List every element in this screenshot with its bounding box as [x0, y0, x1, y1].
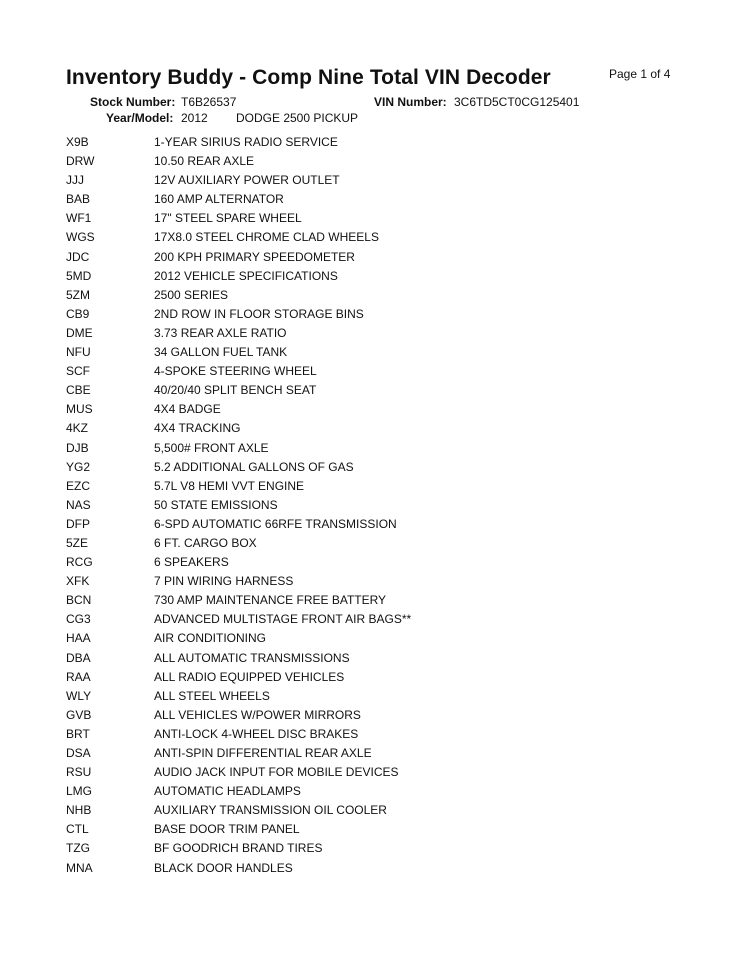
option-code-row: [66, 133, 686, 152]
option-description: AIR CONDITIONING: [154, 631, 267, 646]
stock-number-label: Stock Number:: [90, 95, 176, 109]
option-code: 5MD: [66, 268, 92, 283]
option-code-row: [66, 439, 686, 458]
option-description: 200 KPH PRIMARY SPEEDOMETER: [154, 249, 355, 264]
option-code: RCG: [66, 555, 93, 570]
year-model-label: Year/Model:: [106, 111, 174, 125]
option-description: ANTI-LOCK 4-WHEEL DISC BRAKES: [154, 726, 359, 741]
option-code-row: [66, 248, 686, 267]
page-title: Inventory Buddy - Comp Nine Total VIN Decoder: [66, 66, 551, 89]
option-description: BASE DOOR TRIM PANEL: [154, 822, 300, 837]
option-code-row: [66, 343, 686, 362]
option-description: 7 PIN WIRING HARNESS: [154, 574, 294, 589]
option-description: ALL AUTOMATIC TRANSMISSIONS: [154, 650, 350, 665]
option-code-row: [66, 228, 686, 247]
option-code: HAA: [66, 631, 91, 646]
option-code-row: [66, 400, 686, 419]
option-code: NAS: [66, 497, 91, 512]
option-description: 10.50 REAR AXLE: [154, 154, 255, 169]
option-code-row: [66, 610, 686, 629]
option-code: WF1: [66, 211, 92, 226]
option-code: RAA: [66, 669, 91, 684]
option-description: 3.73 REAR AXLE RATIO: [154, 325, 287, 340]
option-code: X9B: [66, 135, 89, 149]
option-code: WLY: [66, 688, 92, 703]
option-code: DSA: [66, 746, 91, 760]
option-code: CG3: [66, 612, 91, 627]
option-code-row: [66, 687, 686, 706]
option-description: ALL STEEL WHEELS: [154, 688, 270, 703]
option-code: WGS: [66, 230, 95, 245]
option-description: 40/20/40 SPLIT BENCH SEAT: [154, 383, 317, 398]
option-description: 12V AUXILIARY POWER OUTLET: [154, 173, 340, 188]
option-code: JJJ: [66, 173, 84, 188]
option-code-row: [66, 171, 686, 190]
option-description: 6 SPEAKERS: [154, 555, 229, 570]
option-code: LMG: [66, 784, 93, 799]
option-code-row: [66, 324, 686, 343]
option-code-row: [66, 458, 686, 477]
option-description: BLACK DOOR HANDLES: [154, 860, 293, 875]
option-description: 2ND ROW IN FLOOR STORAGE BINS: [154, 306, 364, 321]
option-code: XFK: [66, 574, 90, 589]
option-code: 5ZE: [66, 535, 89, 550]
option-code-row: [66, 763, 686, 782]
option-description: 4X4 BADGE: [154, 402, 221, 417]
option-code: MNA: [66, 860, 93, 875]
option-description: 5,500# FRONT AXLE: [154, 440, 269, 455]
option-code-row: [66, 801, 686, 820]
option-code-row: [66, 668, 686, 687]
option-code: CBE: [66, 383, 91, 398]
option-code: 5ZM: [66, 287, 90, 302]
option-description: ALL VEHICLES W/POWER MIRRORS: [154, 707, 361, 722]
option-code: NHB: [66, 803, 92, 818]
option-code-row: [66, 706, 686, 725]
option-code: EZC: [66, 478, 90, 493]
option-code: 4KZ: [66, 421, 89, 436]
option-code-row: [66, 859, 686, 878]
option-description: 1-YEAR SIRIUS RADIO SERVICE: [154, 135, 338, 149]
vin-number-value: 3C6TD5CT0CG125401: [454, 95, 580, 109]
option-description: 5.2 ADDITIONAL GALLONS OF GAS: [154, 459, 354, 474]
option-description: 2012 VEHICLE SPECIFICATIONS: [154, 268, 338, 283]
option-description: BF GOODRICH BRAND TIRES: [154, 841, 323, 856]
option-code-row: [66, 782, 686, 801]
option-code-row: [66, 381, 686, 400]
option-code: BRT: [66, 726, 90, 741]
option-code: SCF: [66, 364, 90, 379]
option-code: DBA: [66, 650, 91, 665]
option-description: 6-SPD AUTOMATIC 66RFE TRANSMISSION: [154, 516, 397, 531]
option-description: ALL RADIO EQUIPPED VEHICLES: [154, 669, 345, 684]
option-code-row: [66, 725, 686, 744]
option-code-row: [66, 572, 686, 591]
vin-number-label: VIN Number:: [374, 95, 447, 109]
option-code: DJB: [66, 440, 89, 455]
option-description: AUDIO JACK INPUT FOR MOBILE DEVICES: [154, 765, 399, 780]
option-code: MUS: [66, 402, 93, 417]
option-code-row: [66, 649, 686, 668]
option-description: 4X4 TRACKING: [154, 421, 241, 436]
option-code-row: [66, 477, 686, 496]
option-description: 2500 SERIES: [154, 287, 229, 302]
option-description: 50 STATE EMISSIONS: [154, 497, 278, 512]
option-code-row: [66, 744, 686, 763]
option-description: 6 FT. CARGO BOX: [154, 535, 257, 550]
option-code: DRW: [66, 154, 95, 169]
option-code: BAB: [66, 192, 91, 207]
option-code-row: [66, 362, 686, 381]
page-number: Page 1 of 4: [609, 67, 671, 81]
stock-number-value: T6B26537: [181, 95, 237, 109]
option-code-row: [66, 553, 686, 572]
option-code: GVB: [66, 707, 92, 722]
year-value: 2012: [181, 111, 208, 125]
option-description: 17X8.0 STEEL CHROME CLAD WHEELS: [154, 230, 379, 245]
option-code-row: [66, 419, 686, 438]
option-code: DFP: [66, 516, 90, 531]
option-code-row: [66, 305, 686, 324]
option-code-row: [66, 286, 686, 305]
option-code: YG2: [66, 459, 91, 474]
option-code-row: [66, 515, 686, 534]
option-code: TZG: [66, 841, 90, 856]
option-description: 17" STEEL SPARE WHEEL: [154, 211, 302, 226]
option-description: 5.7L V8 HEMI VVT ENGINE: [154, 478, 305, 493]
option-description: 4-SPOKE STEERING WHEEL: [154, 364, 317, 379]
option-code: BCN: [66, 593, 92, 608]
option-description: AUTOMATIC HEADLAMPS: [154, 784, 301, 799]
option-description: 160 AMP ALTERNATOR: [154, 192, 284, 207]
option-code: CTL: [66, 822, 89, 837]
option-code-row: [66, 534, 686, 553]
option-description: ANTI-SPIN DIFFERENTIAL REAR AXLE: [154, 746, 372, 760]
option-code-row: [66, 190, 686, 209]
option-code: DME: [66, 325, 93, 340]
option-description: AUXILIARY TRANSMISSION OIL COOLER: [154, 803, 387, 818]
option-code: RSU: [66, 765, 92, 780]
option-code-row: [66, 209, 686, 228]
option-code-row: [66, 820, 686, 839]
option-code-row: [66, 629, 686, 648]
option-code-row: [66, 496, 686, 515]
option-description: ADVANCED MULTISTAGE FRONT AIR BAGS**: [154, 612, 412, 627]
option-code-row: [66, 152, 686, 171]
option-code: CB9: [66, 306, 90, 321]
option-code: JDC: [66, 249, 90, 264]
option-code-row: [66, 839, 686, 858]
model-value: DODGE 2500 PICKUP: [236, 111, 359, 125]
option-code: NFU: [66, 345, 91, 360]
option-description: 730 AMP MAINTENANCE FREE BATTERY: [154, 593, 387, 608]
option-code-row: [66, 267, 686, 286]
option-code-list: [66, 133, 686, 878]
option-code-row: [66, 591, 686, 610]
option-description: 34 GALLON FUEL TANK: [154, 345, 288, 360]
